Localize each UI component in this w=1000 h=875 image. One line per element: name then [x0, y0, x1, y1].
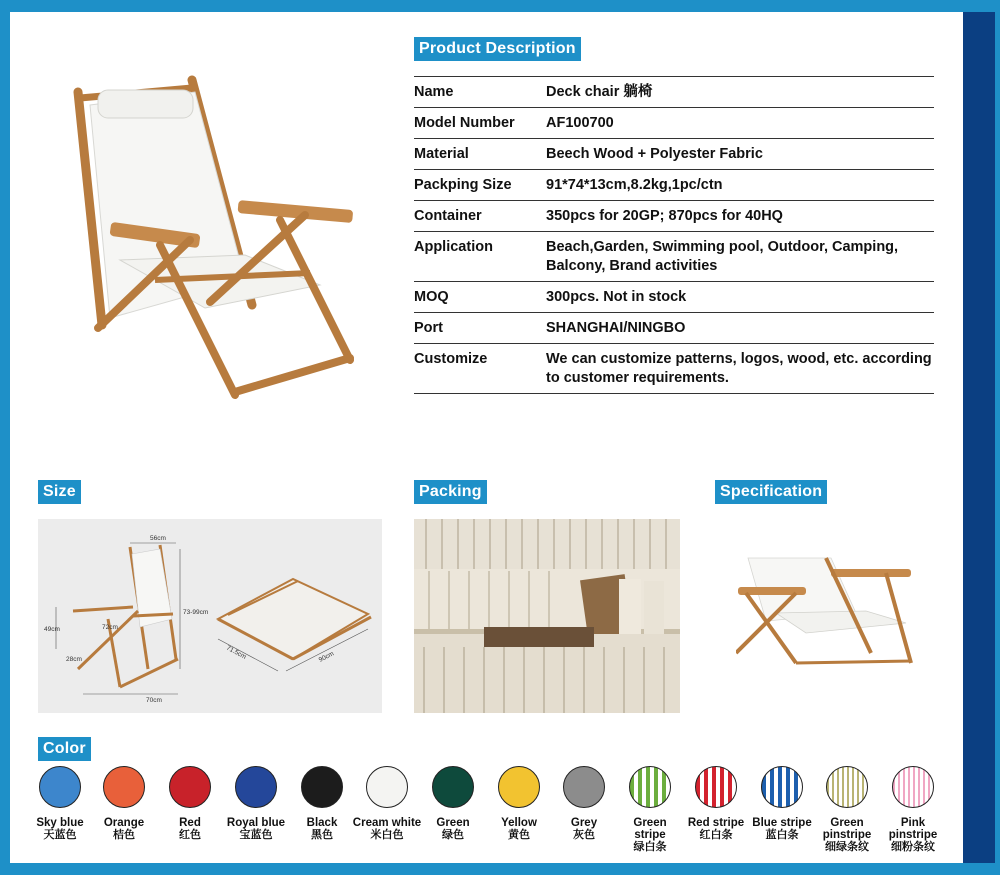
swatch-royal-blue: [223, 766, 289, 841]
swatch-green-pinstripe: [814, 766, 880, 853]
color-name: Green: [436, 817, 470, 829]
table-row: [414, 282, 934, 313]
color-name: Pink pinstripe: [888, 817, 938, 841]
spec-key: Packping Size: [414, 177, 512, 193]
color-name: Grey: [570, 817, 598, 829]
size-heading: Size: [38, 480, 81, 504]
color-name: Green stripe: [633, 817, 667, 841]
main-product-photo: [40, 70, 380, 410]
spec-key: MOQ: [414, 289, 449, 305]
top-border: [0, 0, 1000, 12]
table-row: [414, 232, 934, 282]
color-circle: [761, 766, 803, 808]
color-circle: [366, 766, 408, 808]
color-name-zh: 桔色: [113, 829, 135, 841]
spec-value: Beach,Garden, Swimming pool, Outdoor, Camping, Balcony, Brand activities: [546, 239, 899, 274]
swatch-red: [157, 766, 223, 841]
spec-key: Model Number: [414, 115, 515, 131]
size-label-seat-depth: 72cm: [102, 624, 118, 631]
color-name-zh: 宝蓝色: [239, 829, 273, 841]
table-row: [414, 170, 934, 201]
color-name: Red: [179, 817, 201, 829]
packing-photo: [414, 519, 680, 713]
color-heading: Color: [38, 737, 91, 761]
color-name: Royal blue: [226, 817, 286, 829]
spec-value: AF100700: [546, 115, 614, 131]
color-name-zh: 灰色: [573, 829, 595, 841]
spec-key: Customize: [414, 351, 488, 367]
size-diagram: [38, 519, 382, 713]
color-circle: [39, 766, 81, 808]
left-border: [0, 0, 10, 875]
color-name-zh: 蓝白条: [765, 829, 799, 841]
swatch-sky-blue: [27, 766, 93, 841]
color-name-zh: 黄色: [508, 829, 530, 841]
product-description-heading: Product Description: [414, 37, 581, 61]
swatch-pink-pinstripe: [880, 766, 946, 853]
table-row: [414, 108, 934, 139]
spec-value: 300pcs. Not in stock: [546, 289, 687, 305]
color-name-zh: 红白条: [699, 829, 733, 841]
spec-key: Port: [414, 320, 443, 336]
color-name: Red stripe: [687, 817, 745, 829]
table-row: [414, 201, 934, 232]
table-row: [414, 139, 934, 170]
color-circle: [563, 766, 605, 808]
bottom-border: [0, 863, 1000, 875]
swatch-black: [289, 766, 355, 841]
size-label-folded-depth: 71.5cm: [225, 644, 248, 661]
table-row: [414, 313, 934, 344]
swatch-grey: [551, 766, 617, 841]
spec-value: We can customize patterns, logos, wood, etc. according to customer requirements.: [546, 351, 932, 386]
spec-value: 350pcs for 20GP; 870pcs for 40HQ: [546, 208, 783, 224]
size-label-base: 70cm: [146, 697, 162, 704]
color-name: Cream white: [352, 817, 422, 829]
color-name: Orange: [103, 817, 145, 829]
color-name-zh: 天蓝色: [43, 829, 77, 841]
specification-photo: [736, 553, 916, 673]
size-label-width: 56cm: [150, 535, 166, 542]
color-name-zh: 黑色: [311, 829, 333, 841]
spec-key: Container: [414, 208, 482, 224]
color-circle: [169, 766, 211, 808]
swatch-green-stripe: [617, 766, 683, 853]
size-label-folded-length: 90cm: [317, 650, 336, 664]
right-border-edge: [995, 12, 1000, 863]
swatch-blue-stripe: [749, 766, 815, 841]
color-name: Yellow: [501, 817, 537, 829]
table-row: [414, 344, 934, 394]
color-circle: [301, 766, 343, 808]
color-circle: [629, 766, 671, 808]
spec-value: SHANGHAI/NINGBO: [546, 320, 686, 336]
color-name-zh: 红色: [179, 829, 201, 841]
spec-key: Name: [414, 84, 454, 100]
color-name-zh: 米白色: [370, 829, 404, 841]
size-label-arm-height: 49cm: [44, 626, 60, 633]
color-name: Blue stripe: [752, 817, 812, 829]
swatch-orange: [91, 766, 157, 841]
size-label-height: 73-99cm: [183, 609, 209, 616]
color-name: Sky blue: [36, 817, 84, 829]
swatch-cream-white: [354, 766, 420, 841]
spec-key: Material: [414, 146, 469, 162]
spec-value: Beech Wood + Polyester Fabric: [546, 146, 763, 162]
color-circle: [235, 766, 277, 808]
color-swatches: [30, 766, 960, 861]
spec-key: Application: [414, 239, 493, 255]
color-name: Black: [306, 817, 338, 829]
color-circle: [695, 766, 737, 808]
spec-value: 91*74*13cm,8.2kg,1pc/ctn: [546, 177, 723, 193]
color-circle: [892, 766, 934, 808]
color-name-zh: 绿色: [442, 829, 464, 841]
color-circle: [498, 766, 540, 808]
swatch-green: [420, 766, 486, 841]
spec-table: [414, 76, 934, 394]
color-circle: [432, 766, 474, 808]
swatch-red-stripe: [683, 766, 749, 841]
size-label-seat-height: 28cm: [66, 656, 82, 663]
spec-value: Deck chair 躺椅: [546, 84, 653, 100]
color-name: Green pinstripe: [822, 817, 872, 841]
swatch-yellow: [486, 766, 552, 841]
color-circle: [103, 766, 145, 808]
color-name-zh: 绿白条: [633, 841, 667, 853]
packing-heading: Packing: [414, 480, 487, 504]
table-row: [414, 77, 934, 108]
color-name-zh: 细绿条纹: [825, 841, 869, 853]
color-circle: [826, 766, 868, 808]
specification-heading: Specification: [715, 480, 827, 504]
color-name-zh: 细粉条纹: [891, 841, 935, 853]
